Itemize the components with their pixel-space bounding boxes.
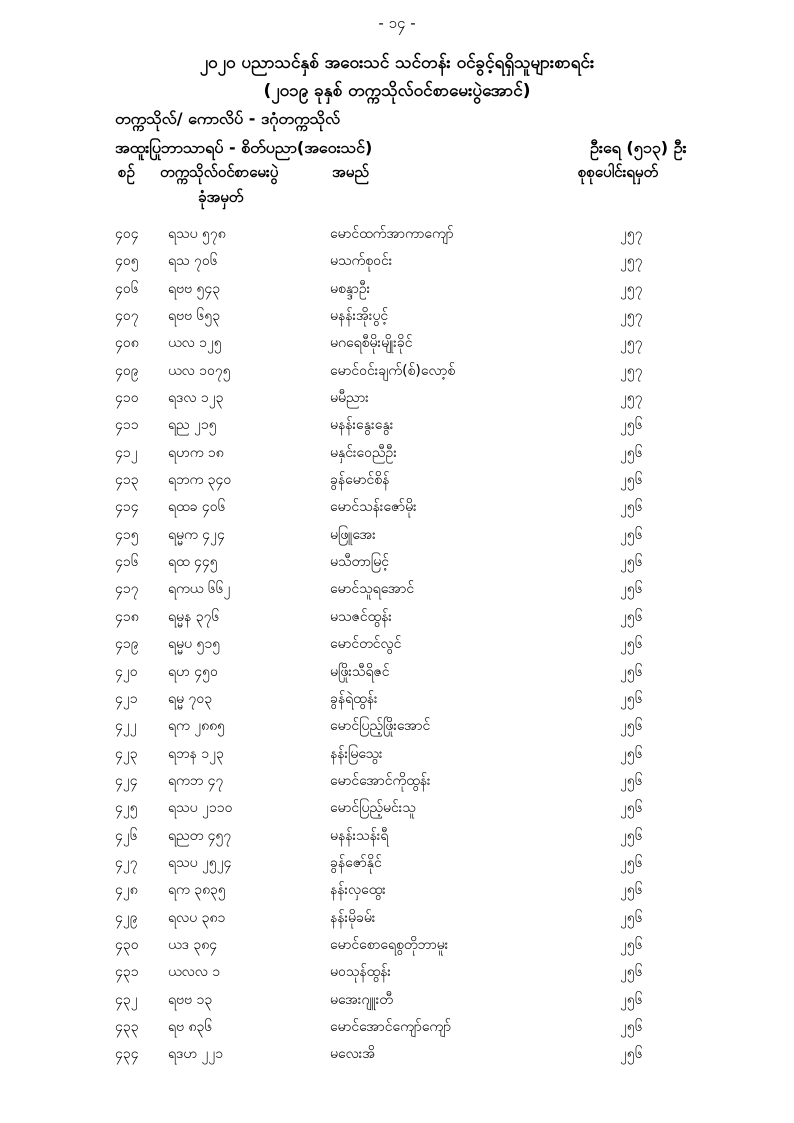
total-mark: ၂၅၆ xyxy=(620,854,643,871)
row-number: ၄၁၈ xyxy=(115,608,139,625)
total-count: ဦးရေ (၅၁၃) ဦး xyxy=(590,138,687,157)
roll-number: ရဗဗ ၆၅၃ xyxy=(168,308,221,325)
student-name: မဖြိုးသီရိဇင် xyxy=(330,663,390,680)
row-number: ၄၀၅ xyxy=(115,253,139,270)
column-header-no: စဉ် xyxy=(118,163,135,181)
roll-number: ရဟက ၁၈ xyxy=(168,444,224,461)
total-mark: ၂၅၆ xyxy=(620,690,643,707)
table-row xyxy=(0,468,794,495)
row-number: ၄၁၉ xyxy=(115,636,139,653)
row-number: ၄၀၆ xyxy=(115,280,139,297)
row-number: ၄၁၃ xyxy=(115,472,139,489)
table-row xyxy=(0,660,794,687)
table-row xyxy=(0,988,794,1015)
roll-number: ရမ္မက ၄၂၄ xyxy=(168,526,225,543)
row-number: ၄၃၃ xyxy=(115,1018,139,1035)
total-mark: ၂၅၆ xyxy=(620,800,643,817)
student-name: မောင်သန်းဇော်မိုး xyxy=(330,499,417,516)
table-row xyxy=(0,1015,794,1042)
table-row xyxy=(0,523,794,550)
university-line: တက္ကသိုလ်/ ကောလိပ် - ဒဂုံတက္ကသိုလ် xyxy=(115,109,341,128)
table-row xyxy=(0,769,794,796)
total-mark: ၂၅၆ xyxy=(620,526,643,543)
roll-number: ရဘက ၃၄၀ xyxy=(168,472,232,489)
total-mark: ၂၅၆ xyxy=(620,581,643,598)
table-row xyxy=(0,906,794,933)
roll-number: ရဗ ၈၃၆ xyxy=(168,1018,213,1035)
table-row xyxy=(0,851,794,878)
table-row xyxy=(0,824,794,851)
table-row xyxy=(0,359,794,386)
total-mark: ၂၅၆ xyxy=(620,882,643,899)
total-mark: ၂၅၆ xyxy=(620,636,643,653)
row-number: ၄၀၉ xyxy=(115,362,139,379)
row-number: ၄၂၅ xyxy=(115,800,138,817)
total-mark: ၂၅၇ xyxy=(620,280,643,297)
table-row xyxy=(0,933,794,960)
total-mark: ၂၅၇ xyxy=(620,335,643,352)
table-row xyxy=(0,222,794,249)
roll-number: ရညတ ၄၅၇ xyxy=(168,827,232,844)
student-name: မောင်စောရေစွတိုဘာမူး xyxy=(330,936,449,953)
results-table xyxy=(0,222,794,1070)
row-number: ၄၁၂ xyxy=(115,444,138,461)
total-mark: ၂၅၆ xyxy=(620,499,643,516)
table-row xyxy=(0,687,794,714)
student-name: မောင်သူရအောင် xyxy=(330,581,415,598)
table-row xyxy=(0,714,794,741)
roll-number: ရသပ ၂၁၁၀ xyxy=(168,800,233,817)
row-number: ၄၁၇ xyxy=(115,581,139,598)
row-number: ၄၀၄ xyxy=(115,226,139,242)
student-name: ခွန်ဇော်နိုင် xyxy=(330,854,382,871)
row-number: ၄၂၃ xyxy=(115,745,138,762)
roll-number: ရကယ ၆၆၂ xyxy=(168,581,231,598)
table-row xyxy=(0,495,794,522)
roll-number: ရထ ၄၄၅ xyxy=(168,554,218,571)
roll-number: ရသ ၇၀၆ xyxy=(168,253,218,270)
roll-number: ရည ၂၁၅ xyxy=(168,417,217,434)
roll-number: ရသပ ၅၇၈ xyxy=(168,226,226,242)
row-number: ၄၃၂ xyxy=(115,991,138,1008)
roll-number: ရမ္မန ၃၇၆ xyxy=(168,608,220,625)
total-mark: ၂၅၇ xyxy=(620,390,643,407)
roll-number: ယလ ၁၂၅ xyxy=(168,335,222,352)
roll-number: ယလ ၁၀၇၅ xyxy=(168,362,231,379)
roll-number: ယလလ ၁ xyxy=(168,964,221,981)
row-number: ၄၁၁ xyxy=(115,417,139,434)
student-name: မနန်းနွေးနွေး xyxy=(330,417,394,434)
table-row xyxy=(0,249,794,276)
roll-number: ရမ္မ ၇၀၃ xyxy=(168,690,213,707)
student-name: မသီတာမြင့် xyxy=(330,554,390,571)
student-name: နန်းလှထွေး xyxy=(330,882,386,899)
table-row xyxy=(0,742,794,769)
table-row xyxy=(0,550,794,577)
column-header-name: အမည် xyxy=(332,163,369,181)
roll-number: ရလပ ၃၈၁ xyxy=(168,909,226,926)
column-header-roll: တက္ကသိုလ်ဝင်စာမေးပွဲ xyxy=(160,163,279,181)
student-name: မဂရေစီမိုးမျိုးခိုင် xyxy=(330,335,413,352)
table-row xyxy=(0,304,794,331)
roll-number: ရဒဟ ၂၂၁ xyxy=(168,1046,224,1063)
total-mark: ၂၅၆ xyxy=(620,964,643,981)
student-name: နန်းမိုခမ်း xyxy=(330,909,376,926)
roll-number: ရဗဗ ၁၃ xyxy=(168,991,213,1008)
total-mark: ၂၅၆ xyxy=(620,472,643,489)
total-mark: ၂၅၇ xyxy=(620,253,643,270)
total-mark: ၂၅၇ xyxy=(620,308,643,325)
student-name: ခွန်မောင်စိန် xyxy=(330,472,390,489)
total-mark: ၂၅၆ xyxy=(620,444,643,461)
roll-number: ရဒလ ၁၂၃ xyxy=(168,390,224,407)
student-name: မသဇင်ထွန်း xyxy=(330,608,392,625)
student-name: မမီညား xyxy=(330,390,369,407)
row-number: ၄၂၀ xyxy=(115,663,138,680)
student-name: မနန်းအိုးပွင့် xyxy=(330,308,389,325)
student-name: မစန္ဒာဦး xyxy=(330,280,371,297)
student-name: မဖြူအေး xyxy=(330,526,376,543)
roll-number: ရဗဗ ၅၄၃ xyxy=(168,280,221,297)
roll-number: ရသပ ၂၅၂၄ xyxy=(168,854,232,871)
roll-number: ရမ္မပ ၅၁၅ xyxy=(168,636,221,653)
column-header-roll-line2: ခုံအမှတ် xyxy=(198,188,244,206)
table-row xyxy=(0,277,794,304)
student-name: မနှင်းဝေညီဦး xyxy=(330,444,397,461)
total-mark: ၂၅၆ xyxy=(620,554,643,571)
row-number: ၄၂၉ xyxy=(115,909,138,926)
total-mark: ၂၅၆ xyxy=(620,663,643,680)
page-subtitle: (၂၀၁၉ ခုနှစ် တက္ကသိုလ်ဝင်စာမေးပွဲအောင်) xyxy=(263,81,531,101)
page-title: ၂၀၂၀ ပညာသင်နှစ် အဝေးသင် သင်တန်း ဝင်ခွင့်ရရှိသူများစာရင်း xyxy=(199,53,595,73)
total-mark: ၂၅၆ xyxy=(620,745,643,762)
row-number: ၄၂၆ xyxy=(115,827,138,844)
student-name: မောင်ပြည့်ဖြိုးအောင် xyxy=(330,718,431,735)
total-mark: ၂၅၇ xyxy=(620,226,643,242)
student-name: မောင်ပြည့်မင်းသူ xyxy=(330,800,416,817)
table-row xyxy=(0,413,794,440)
total-mark: ၂၅၆ xyxy=(620,417,643,434)
student-name: မောင်အောင်ကိုထွန်း xyxy=(330,772,431,789)
table-row xyxy=(0,577,794,604)
row-number: ၄၀၇ xyxy=(115,308,139,325)
total-mark: ၂၅၆ xyxy=(620,936,643,953)
roll-number: ယဒ ၃၈၄ xyxy=(168,936,218,953)
student-name: မသက်စုဝင်း xyxy=(330,253,393,270)
row-number: ၄၃၁ xyxy=(115,964,139,981)
student-name: မောင်ထက်အာကာကျော် xyxy=(330,226,454,242)
student-name: နန်းမြသွေး xyxy=(330,745,383,762)
table-row xyxy=(0,796,794,823)
student-name: မောင်အောင်ကျော်ကျော် xyxy=(330,1018,452,1035)
student-name: မလေးအိ xyxy=(330,1046,376,1063)
total-mark: ၂၅၆ xyxy=(620,608,643,625)
total-mark: ၂၅၆ xyxy=(620,718,643,735)
row-number: ၄၁၅ xyxy=(115,526,139,543)
student-name: မအေးဂျူးတီ xyxy=(330,991,393,1008)
total-mark: ၂၅၆ xyxy=(620,991,643,1008)
table-row xyxy=(0,441,794,468)
row-number: ၄၃၄ xyxy=(115,1046,139,1063)
row-number: ၄၂၈ xyxy=(115,882,138,899)
student-name: မဝသုန်ထွန်း xyxy=(330,964,391,981)
table-row xyxy=(0,632,794,659)
subject-line: အထူးပြုဘာသာရပ် - စိတ်ပညာ(အဝေးသင်) xyxy=(115,138,373,157)
row-number: ၄၁၄ xyxy=(115,499,139,516)
page-number: - ၁၄ - xyxy=(378,14,416,32)
student-name: မနန်းသန်းရီ xyxy=(330,827,389,844)
total-mark: ၂၅၆ xyxy=(620,827,643,844)
roll-number: ရကဘ ၄၇ xyxy=(168,772,224,789)
row-number: ၄၂၇ xyxy=(115,854,138,871)
total-mark: ၂၅၆ xyxy=(620,772,643,789)
student-name: မောင်ဝင်းချက်(စ်)လော့စ် xyxy=(330,362,456,379)
roll-number: ရက ၂၈၈၅ xyxy=(168,718,225,735)
column-header-mark: စုစုပေါင်းရမှတ် xyxy=(578,163,659,181)
total-mark: ၂၅၆ xyxy=(620,909,643,926)
roll-number: ရက ၃၈၃၅ xyxy=(168,882,226,899)
table-row xyxy=(0,386,794,413)
total-mark: ၂၅၇ xyxy=(620,362,643,379)
table-row xyxy=(0,331,794,358)
row-number: ၄၀၈ xyxy=(115,335,139,352)
total-mark: ၂၅၆ xyxy=(620,1046,643,1063)
table-row xyxy=(0,960,794,987)
row-number: ၄၃၀ xyxy=(115,936,139,953)
student-name: မောင်တင်လွင် xyxy=(330,636,402,653)
row-number: ၄၁၆ xyxy=(115,554,139,571)
row-number: ၄၂၄ xyxy=(115,772,138,789)
table-row xyxy=(0,1042,794,1069)
row-number: ၄၁၀ xyxy=(115,390,139,407)
roll-number: ရဟ ၄၅၀ xyxy=(168,663,218,680)
student-name: ခွန်ရဲထွန်း xyxy=(330,690,378,707)
row-number: ၄၂၂ xyxy=(115,718,137,735)
roll-number: ရထခ ၄၀၆ xyxy=(168,499,226,516)
row-number: ၄၂၁ xyxy=(115,690,138,707)
table-row xyxy=(0,878,794,905)
roll-number: ရဘန ၁၂၃ xyxy=(168,745,224,762)
table-row xyxy=(0,605,794,632)
total-mark: ၂၅၆ xyxy=(620,1018,643,1035)
